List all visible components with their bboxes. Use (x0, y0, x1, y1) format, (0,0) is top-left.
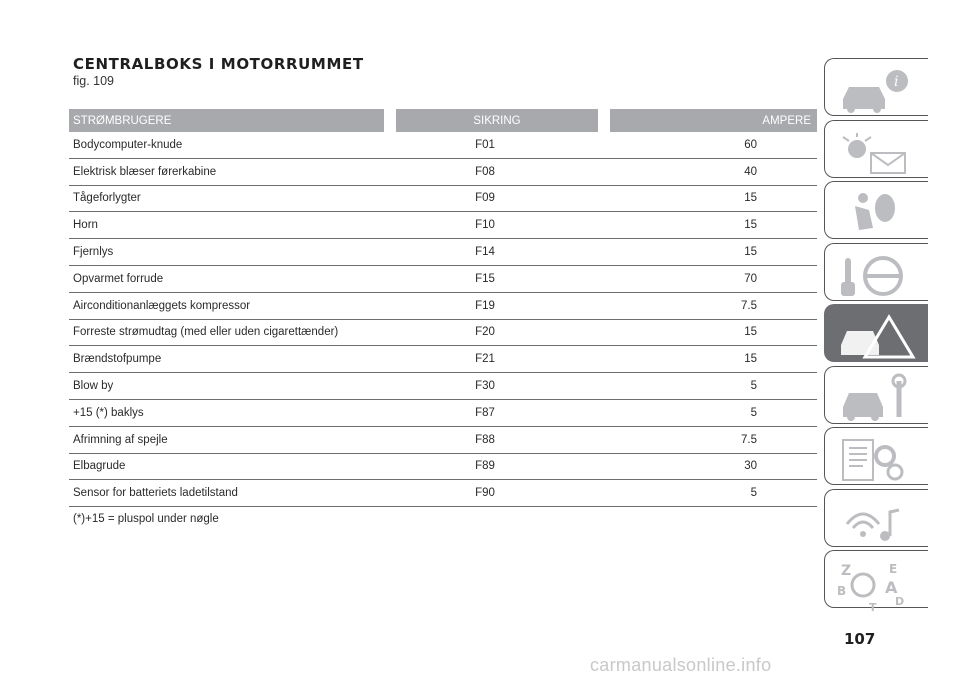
ampere-cell: 15 (744, 246, 757, 259)
ampere-cell: 5 (750, 380, 757, 393)
table-row (69, 346, 817, 373)
svg-text:B: B (837, 584, 847, 598)
consumer-cell: Forreste strømudtag (med eller uden cigarettænder) (73, 326, 339, 339)
fuse-cell: F20 (475, 326, 495, 339)
consumer-cell: +15 (*) baklys (73, 406, 144, 419)
column-header-fuse: SIKRING (396, 109, 598, 132)
warning-lights-message-icon (833, 125, 921, 177)
fuse-cell: F30 (475, 380, 495, 393)
ampere-cell: 15 (744, 192, 757, 205)
ampere-cell: 7.5 (741, 299, 757, 312)
consumer-cell: Opvarmet forrude (73, 272, 164, 285)
consumer-cell: Airconditionanlæggets kompressor (73, 299, 251, 312)
key-steering-wheel-icon (833, 248, 921, 300)
svg-text:i: i (894, 74, 899, 90)
ampere-cell: 40 (744, 165, 757, 178)
ampere-cell: 60 (744, 138, 757, 151)
chapter-tab[interactable] (824, 304, 928, 362)
table-row (69, 239, 817, 266)
multimedia-icon (833, 494, 921, 546)
car-breakdown-warning-icon (833, 309, 921, 361)
section-title: CENTRALBOKS I MOTORRUMMET (73, 55, 364, 73)
fuse-cell: F88 (475, 433, 495, 446)
consumer-cell: Elbagrude (73, 460, 126, 473)
table-row (69, 400, 817, 427)
ampere-cell: 5 (750, 406, 757, 419)
fuse-cell: F10 (475, 219, 495, 232)
fuse-cell: F14 (475, 246, 495, 259)
consumer-cell: Sensor for batteriets ladetilstand (73, 487, 238, 500)
ampere-cell: 7.5 (741, 433, 757, 446)
table-header (69, 109, 817, 132)
table-row (69, 293, 817, 320)
consumer-cell: Horn (73, 219, 98, 232)
table-body (69, 132, 817, 507)
chapter-tab[interactable] (824, 120, 928, 178)
ampere-cell: 70 (744, 272, 757, 285)
fuse-cell: F08 (475, 165, 495, 178)
table-row (69, 373, 817, 400)
technical-data-gear-icon (833, 432, 921, 484)
ampere-cell: 5 (750, 487, 757, 500)
consumer-cell: Fjernlys (73, 246, 114, 259)
table-row (69, 320, 817, 347)
table-row (69, 212, 817, 239)
car-info-icon (833, 63, 921, 115)
figure-reference: fig. 109 (73, 74, 115, 88)
table-row (69, 132, 817, 159)
svg-text:T: T (869, 601, 877, 614)
ampere-cell: 30 (744, 460, 757, 473)
svg-text:A: A (885, 578, 898, 597)
svg-text:E: E (889, 562, 898, 576)
table-row (69, 186, 817, 213)
table-row (69, 480, 817, 507)
chapter-tab[interactable] (824, 243, 928, 301)
table-row (69, 454, 817, 481)
consumer-cell: Elektrisk blæser førerkabine (73, 165, 217, 178)
chapter-tab[interactable] (824, 181, 928, 239)
car-maintenance-wrench-icon (833, 371, 921, 423)
fuse-cell: F90 (475, 487, 495, 500)
fuse-cell: F15 (475, 272, 495, 285)
column-header-ampere: AMPERE (610, 109, 817, 132)
airbag-seat-icon (833, 186, 921, 238)
svg-text:Z: Z (841, 563, 852, 579)
footnote: (*)+15 = pluspol under nøgle (73, 513, 219, 526)
chapter-tab[interactable] (824, 366, 928, 424)
fuse-cell: F19 (475, 299, 495, 312)
chapter-tab[interactable] (824, 427, 928, 485)
consumer-cell: Bodycomputer-knude (73, 138, 183, 151)
column-header-consumers: STRØMBRUGERE (69, 109, 384, 132)
fuse-cell: F89 (475, 460, 495, 473)
consumer-cell: Afrimning af spejle (73, 433, 168, 446)
consumer-cell: Blow by (73, 380, 114, 393)
chapter-tab[interactable] (824, 550, 928, 614)
page-number: 107 (844, 630, 876, 648)
fuse-cell: F01 (475, 138, 495, 151)
table-row (69, 159, 817, 186)
consumer-cell: Tågeforlygter (73, 192, 141, 205)
table-row (69, 427, 817, 454)
consumer-cell: Brændstofpumpe (73, 353, 162, 366)
svg-text:D: D (895, 595, 905, 608)
watermark: carmanualsonline.info (590, 655, 772, 675)
chapter-tab[interactable] (824, 58, 928, 116)
fuse-table (69, 109, 817, 525)
ampere-cell: 15 (744, 326, 757, 339)
ampere-cell: 15 (744, 353, 757, 366)
alphabetical-index-icon (833, 555, 921, 614)
fuse-cell: F21 (475, 353, 495, 366)
fuse-cell: F87 (475, 406, 495, 419)
chapter-tab[interactable] (824, 489, 928, 547)
table-row (69, 266, 817, 293)
fuse-cell: F09 (475, 192, 495, 205)
ampere-cell: 15 (744, 219, 757, 232)
